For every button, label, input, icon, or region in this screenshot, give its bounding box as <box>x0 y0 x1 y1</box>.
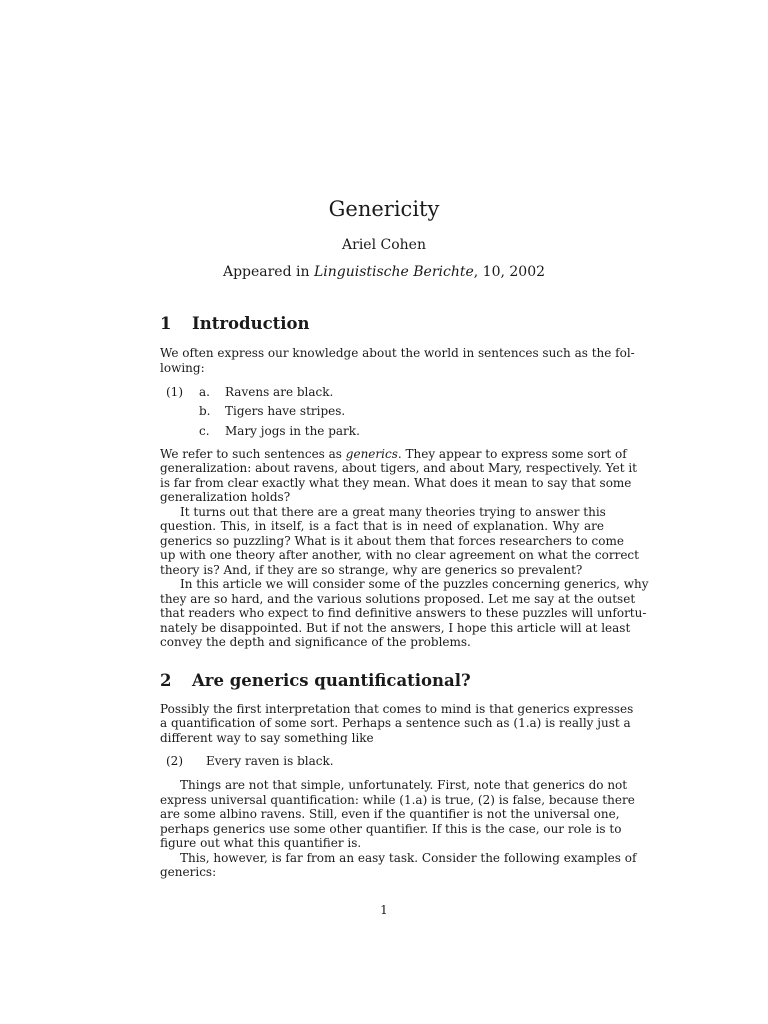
body-line: are some albino ravens. Still, even if the quantifier is not the universal one, <box>160 807 620 821</box>
body-line: Possibly the first interpretation that comes to mind is that generics expresses <box>160 702 634 716</box>
body-line: is far from clear exactly what they mean. What does it mean to say that some <box>160 476 632 490</box>
example-1-letter: c. <box>199 424 210 438</box>
section-2-number: 2 <box>160 671 172 690</box>
example-2-number: (2) <box>166 754 183 768</box>
body-line: express universal quantification: while (1.a) is true, (2) is false, because there <box>160 793 635 807</box>
emphasis-generics: generics <box>345 447 398 461</box>
body-line: different way to say something like <box>160 731 374 745</box>
section-2-heading <box>160 671 471 691</box>
body-line: question. This, in itself, is a fact that is in need of explanation. Why are <box>160 519 604 533</box>
paper-title: Genericity <box>328 197 440 221</box>
example-1-text: Ravens are black. <box>225 385 334 399</box>
section-1-number: 1 <box>160 314 172 333</box>
example-1-text: Mary jogs in the park. <box>225 424 360 438</box>
section-1-title: Introduction <box>192 314 310 333</box>
body-line: up with one theory after another, with no clear agreement on what the correct <box>160 548 639 562</box>
body-line: theory is? And, if they are so strange, why are generics so prevalent? <box>160 563 583 577</box>
example-1-letter: a. <box>199 385 210 399</box>
example-1-text: Tigers have stripes. <box>225 404 346 418</box>
text-run: . They appear to express some sort of <box>397 447 627 461</box>
section-1-heading <box>160 314 310 334</box>
body-line: nately be disappointed. But if not the answers, I hope this article will at least <box>160 621 631 635</box>
body-line: Things are not that simple, unfortunately. First, note that generics do not <box>180 778 628 792</box>
body-line: In this article we will consider some of the puzzles concerning generics, why <box>180 577 649 591</box>
example-2-text: Every raven is black. <box>206 754 334 768</box>
body-line: figure out what this quantifier is. <box>160 836 362 850</box>
body-line: This, however, is far from an easy task. Consider the following examples of <box>180 851 637 865</box>
body-line: they are so hard, and the various solutions proposed. Let me say at the outset <box>160 592 636 606</box>
publication-prefix: Appeared in <box>222 264 314 280</box>
body-line: generics so puzzling? What is it about them that forces researchers to come <box>160 534 624 548</box>
body-line: perhaps generics use some other quantifier. If this is the case, our role is to <box>160 822 622 836</box>
publication-suffix: , 10, 2002 <box>473 264 546 280</box>
paper-author: Ariel Cohen <box>342 237 426 253</box>
body-line: It turns out that there are a great many theories trying to answer this <box>180 505 606 519</box>
body-line: that readers who expect to find definitive answers to these puzzles will unfortu- <box>160 606 647 620</box>
body-line: convey the depth and significance of the problems. <box>160 635 471 649</box>
section-2-title: Are generics quantificational? <box>192 671 471 690</box>
journal-name: Linguistische Berichte <box>313 264 474 280</box>
body-line: generics: <box>160 865 217 879</box>
text-run: We refer to such sentences as <box>160 447 346 461</box>
example-1-letter: b. <box>199 404 211 418</box>
body-line: generalization: about ravens, about tigers, and about Mary, respectively. Yet it <box>160 461 637 475</box>
body-line: lowing: <box>160 361 205 375</box>
body-line: We often express our knowledge about the world in sentences such as the fol- <box>160 346 635 360</box>
body-line: a quantification of some sort. Perhaps a sentence such as (1.a) is really just a <box>160 716 631 730</box>
page-number: 1 <box>380 903 388 917</box>
body-line <box>160 447 627 462</box>
example-1-number: (1) <box>166 385 183 399</box>
publication-info <box>0 263 768 281</box>
body-line: generalization holds? <box>160 490 291 504</box>
